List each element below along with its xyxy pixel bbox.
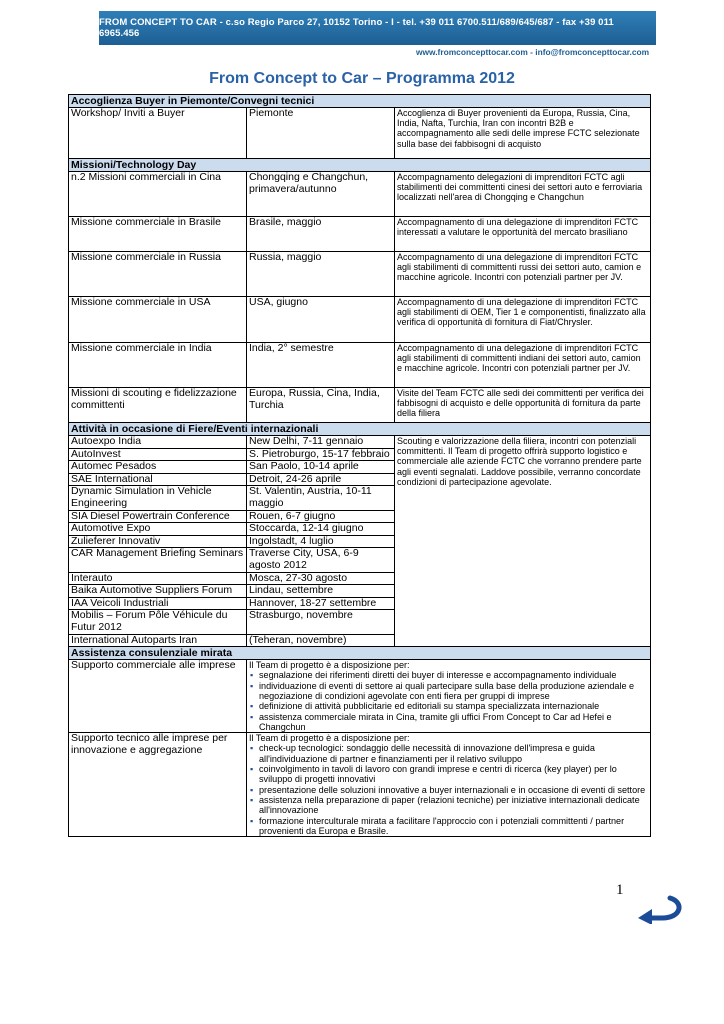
service-description bbox=[247, 660, 651, 733]
event-place: Detroit, 24-26 aprile bbox=[247, 473, 395, 486]
service-bullet-list bbox=[249, 743, 648, 836]
section-heading-fiere: Attività in occasione di Fiere/Eventi internazionali bbox=[69, 423, 651, 436]
header-banner bbox=[99, 11, 656, 45]
event-name: Mobilis – Forum Pôle Véhicule du Futur 2012 bbox=[69, 610, 247, 634]
place-cell: Russia, maggio bbox=[247, 252, 395, 297]
curved-arrow-icon[interactable] bbox=[632, 894, 682, 924]
service-bullet-list bbox=[249, 670, 648, 732]
activity-cell: Missione commerciale in India bbox=[69, 343, 247, 388]
activity-cell: Workshop/ Inviti a Buyer bbox=[69, 108, 247, 159]
event-name: Automec Pesados bbox=[69, 461, 247, 474]
event-place: St. Valentin, Austria, 10-11 maggio bbox=[247, 486, 395, 510]
service-description bbox=[247, 733, 651, 837]
description-cell: Accoglienza di Buyer provenienti da Europa, Russia, Cina, India, Nafta, Turchia, Iran con incontri B2B e accompagnamento alle sedi delle imprese FCTC selezionate sulla base dei fabbisogni di acquisto bbox=[395, 108, 651, 159]
description-cell: Accompagnamento delegazioni di imprenditori FCTC agli stabilimenti dei committenti cinesi dei settori auto e ferroviaria localizzati nell'area di Chongqing e Changchun bbox=[395, 172, 651, 217]
activity-cell: Missioni di scouting e fidelizzazione committenti bbox=[69, 388, 247, 423]
description-cell: Accompagnamento di una delegazione di imprenditori FCTC agli stabilimenti di OEM, Tier 1 e componentisti, finalizzato alla verifica di opportunità di fornitura di Fiat/Chrysler. bbox=[395, 297, 651, 343]
table-row bbox=[69, 733, 651, 837]
place-cell: Europa, Russia, Cina, India, Turchia bbox=[247, 388, 395, 423]
bullet-item: ▪ coinvolgimento in tavoli di lavoro con grandi imprese e centri di ricerca (key player) per lo sviluppo di progetti innovativi bbox=[249, 764, 648, 785]
activity-cell: Supporto commerciale alle imprese bbox=[69, 660, 247, 733]
table-row bbox=[69, 436, 651, 449]
bullet-item: ▪ check-up tecnologici: sondaggio delle necessità di innovazione dell'impresa e guida all'individuazione di partner e finanziamenti per il relativo sviluppo bbox=[249, 743, 648, 764]
activity-cell: Supporto tecnico alle imprese per innovazione e aggregazione bbox=[69, 733, 247, 837]
bullet-item: ▪ individuazione di eventi di settore ai quali partecipare sulla base della produzione aziendale e negoziazione di condizioni agevolate con enti fiera per gruppi di imprese bbox=[249, 681, 648, 702]
bullet-item: ▪ assistenza commerciale mirata in Cina, tramite gli uffici From Concept to Car ad Hefei e Changchun bbox=[249, 712, 648, 733]
event-name: Autoexpo India bbox=[69, 436, 247, 449]
event-place: Ingolstadt, 4 luglio bbox=[247, 535, 395, 548]
description-cell: Accompagnamento di una delegazione di imprenditori FCTC agli stabilimenti di committenti indiani dei settori auto, camion e macchine agricole. Incontri con potenziali partner per JV. bbox=[395, 343, 651, 388]
table-row bbox=[69, 108, 651, 159]
description-cell: Accompagnamento di una delegazione di imprenditori FCTC agli stabilimenti di committenti russi dei settori auto, camion e macchine agricole. Incontri con potenziali partner per JV. bbox=[395, 252, 651, 297]
event-name: International Autoparts Iran bbox=[69, 634, 247, 647]
event-name: Zulieferer Innovativ bbox=[69, 535, 247, 548]
table-row bbox=[69, 297, 651, 343]
event-place: (Teheran, novembre) bbox=[247, 634, 395, 647]
table-row bbox=[69, 252, 651, 297]
event-place: San Paolo, 10-14 aprile bbox=[247, 461, 395, 474]
event-name: Automotive Expo bbox=[69, 523, 247, 536]
place-cell: Brasile, maggio bbox=[247, 217, 395, 252]
service-intro: Il Team di progetto è a disposizione per: bbox=[249, 733, 410, 744]
place-cell: USA, giugno bbox=[247, 297, 395, 343]
place-cell: India, 2° semestre bbox=[247, 343, 395, 388]
table-row bbox=[69, 343, 651, 388]
event-name: SIA Diesel Powertrain Conference bbox=[69, 510, 247, 523]
event-place: Hannover, 18-27 settembre bbox=[247, 597, 395, 610]
section-heading-missioni: Missioni/Technology Day bbox=[69, 159, 651, 172]
table-row bbox=[69, 217, 651, 252]
banner-text: FROM CONCEPT TO CAR - c.so Regio Parco 27, 10152 Torino - I - tel. +39 011 6700.511/689/645/687 - fax +39 011 6965.456 bbox=[99, 17, 614, 39]
activity-cell: Missione commerciale in Russia bbox=[69, 252, 247, 297]
fiere-shared-description: Scouting e valorizzazione della filiera, incontri con potenziali committenti. Il Team di progetto offrirà supporto logistico e commerciale alle aziende FCTC che vorranno prendere parte agli eventi segnalati. Laddove possibile, verranno concordate condizioni di partecipazione agevolate. bbox=[395, 436, 651, 647]
service-intro: Il Team di progetto è a disposizione per: bbox=[249, 660, 410, 671]
page-number: 1 bbox=[616, 882, 624, 898]
activity-cell: Missione commerciale in Brasile bbox=[69, 217, 247, 252]
table-row bbox=[69, 172, 651, 217]
description-cell: Accompagnamento di una delegazione di imprenditori FCTC interessati a valutare le opportunità del mercato brasiliano bbox=[395, 217, 651, 252]
event-place: Mosca, 27-30 agosto bbox=[247, 572, 395, 585]
event-name: Interauto bbox=[69, 572, 247, 585]
table-row bbox=[69, 388, 651, 423]
event-name: CAR Management Briefing Seminars bbox=[69, 548, 247, 572]
page-title: From Concept to Car – Programma 2012 bbox=[209, 70, 515, 87]
activity-cell: n.2 Missioni commerciali in Cina bbox=[69, 172, 247, 217]
bullet-item: ▪ segnalazione dei riferimenti diretti dei buyer di interesse e accompagnamento individuale bbox=[249, 670, 648, 680]
event-place: S. Pietroburgo, 15-17 febbraio bbox=[247, 448, 395, 461]
event-place: Stoccarda, 12-14 giugno bbox=[247, 523, 395, 536]
program-table bbox=[68, 94, 651, 837]
place-cell: Piemonte bbox=[247, 108, 395, 159]
event-place: New Delhi, 7-11 gennaio bbox=[247, 436, 395, 449]
bullet-item: ▪ assistenza nella preparazione di paper (relazioni tecniche) per iniziative internazionali dedicate all'innovazione bbox=[249, 795, 648, 816]
event-name: Baika Automotive Suppliers Forum bbox=[69, 585, 247, 598]
event-place: Lindau, settembre bbox=[247, 585, 395, 598]
activity-cell: Missione commerciale in USA bbox=[69, 297, 247, 343]
table-row bbox=[69, 660, 651, 733]
description-cell: Visite del Team FCTC alle sedi dei committenti per verifica dei fabbisogni di acquisto e delle opportunità di fornitura da parte della filiera bbox=[395, 388, 651, 423]
event-place: Strasburgo, novembre bbox=[247, 610, 395, 634]
event-name: IAA Veicoli Industriali bbox=[69, 597, 247, 610]
event-place: Traverse City, USA, 6-9 agosto 2012 bbox=[247, 548, 395, 572]
section-heading-assistenza: Assistenza consulenziale mirata bbox=[69, 647, 651, 660]
place-cell: Chongqing e Changchun, primavera/autunno bbox=[247, 172, 395, 217]
section-heading-accoglienza: Accoglienza Buyer in Piemonte/Convegni tecnici bbox=[69, 95, 651, 108]
bullet-item: ▪ formazione interculturale mirata a facilitare l'approccio con i potenziali committenti / partner provenienti da Europa e Brasile. bbox=[249, 816, 648, 837]
event-name: Dynamic Simulation in Vehicle Engineering bbox=[69, 486, 247, 510]
bullet-item: ▪ definizione di attività pubblicitarie ed editoriali su stampa specializzata internazionale bbox=[249, 701, 648, 711]
event-name: SAE International bbox=[69, 473, 247, 486]
website-line[interactable]: www.fromconcepttocar.com - info@fromconcepttocar.com bbox=[416, 47, 650, 57]
event-name: AutoInvest bbox=[69, 448, 247, 461]
bullet-item: ▪ presentazione delle soluzioni innovative a buyer internazionali e in occasione di eventi di settore bbox=[249, 785, 648, 795]
event-place: Rouen, 6-7 giugno bbox=[247, 510, 395, 523]
